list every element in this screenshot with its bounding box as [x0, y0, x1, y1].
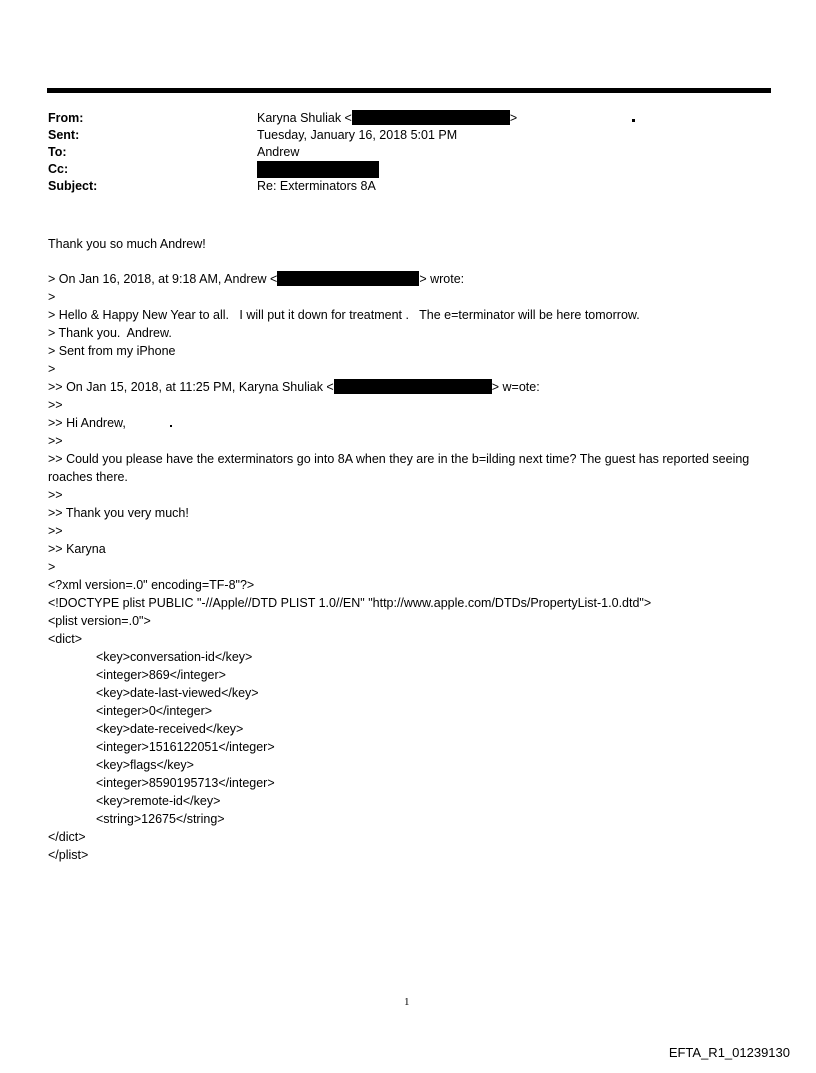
xml-line: <!DOCTYPE plist PUBLIC "-//Apple//DTD PLIST 1.0//EN" "http://www.apple.com/DTDs/PropertyList-1.0.dtd"> — [48, 596, 652, 610]
xml-line: <dict> — [48, 632, 83, 646]
xml-line: <string>12675</string> — [96, 812, 225, 826]
opening-line: Thank you so much Andrew! — [48, 237, 206, 251]
body-line: > Hello & Happy New Year to all. I will put it down for treatment . The e=terminator will be here tomorrow. — [48, 308, 640, 322]
document-id: EFTA_R1_01239130 — [668, 1045, 790, 1060]
subject-value: Re: Exterminators 8A — [257, 179, 376, 193]
sent-value: Tuesday, January 16, 2018 5:01 PM — [257, 128, 458, 142]
xml-line: <key>date-received</key> — [96, 722, 244, 736]
xml-line: </plist> — [48, 848, 89, 862]
stray-mark — [170, 425, 172, 427]
cc-label: Cc: — [48, 162, 69, 176]
body-line: >> — [48, 524, 63, 538]
quote2-suffix: > w=ote: — [491, 380, 540, 394]
to-label: To: — [48, 145, 67, 159]
body-line: > — [48, 560, 56, 574]
redaction — [334, 379, 492, 394]
email-body — [48, 235, 778, 864]
from-value: Karyna Shuliak < > — [257, 111, 518, 125]
xml-line: <key>date-last-viewed</key> — [96, 686, 259, 700]
body-line: > — [48, 362, 56, 376]
stray-mark — [632, 119, 635, 122]
xml-line: <integer>1516122051</integer> — [96, 740, 275, 754]
body-line: >> Karyna — [48, 542, 106, 556]
body-line: >> Thank you very much! — [48, 506, 189, 520]
quote2-header — [48, 378, 778, 396]
sent-row — [48, 127, 517, 144]
from-label: From: — [48, 111, 84, 125]
page-number: 1 — [404, 996, 410, 1008]
body-line: > Sent from my iPhone — [48, 344, 176, 358]
from-name: Karyna Shuliak < — [257, 111, 352, 125]
xml-line: </dict> — [48, 830, 86, 844]
body-line: >> — [48, 398, 63, 412]
quote1-prefix: > On Jan 16, 2018, at 9:18 AM, Andrew < — [48, 272, 278, 286]
xml-line: <integer>869</integer> — [96, 668, 226, 682]
redaction — [352, 110, 510, 125]
to-row — [48, 144, 517, 161]
quote2-prefix: >> On Jan 15, 2018, at 11:25 PM, Karyna Shuliak < — [48, 380, 334, 394]
quote1-header — [48, 270, 778, 288]
xml-line: <key>conversation-id</key> — [96, 650, 253, 664]
redaction — [277, 271, 419, 286]
body-line: > — [48, 290, 56, 304]
header-rule — [47, 88, 771, 93]
body-line: >> Hi Andrew, — [48, 416, 126, 430]
xml-line: <integer>0</integer> — [96, 704, 213, 718]
from-row — [48, 110, 517, 127]
body-line: >> — [48, 434, 63, 448]
sent-label: Sent: — [48, 128, 80, 142]
email-header — [48, 110, 517, 195]
xml-line: <integer>8590195713</integer> — [96, 776, 275, 790]
redaction — [257, 161, 379, 178]
body-line: >> — [48, 488, 63, 502]
xml-line: <key>flags</key> — [96, 758, 194, 772]
subject-row — [48, 178, 517, 195]
body-line: > Thank you. Andrew. — [48, 326, 172, 340]
xml-line: <key>remote-id</key> — [96, 794, 221, 808]
subject-label: Subject: — [48, 179, 98, 193]
quote1-suffix: > wrote: — [419, 272, 465, 286]
xml-line: <plist version=.0"> — [48, 614, 151, 628]
to-value: Andrew — [257, 145, 300, 159]
cc-row — [48, 161, 517, 178]
xml-line: <?xml version=.0" encoding=TF-8"?> — [48, 578, 255, 592]
body-line: >> Could you please have the exterminators go into 8A when they are in the b=ilding next time? The guest has reported seeing roaches there. — [48, 452, 750, 484]
